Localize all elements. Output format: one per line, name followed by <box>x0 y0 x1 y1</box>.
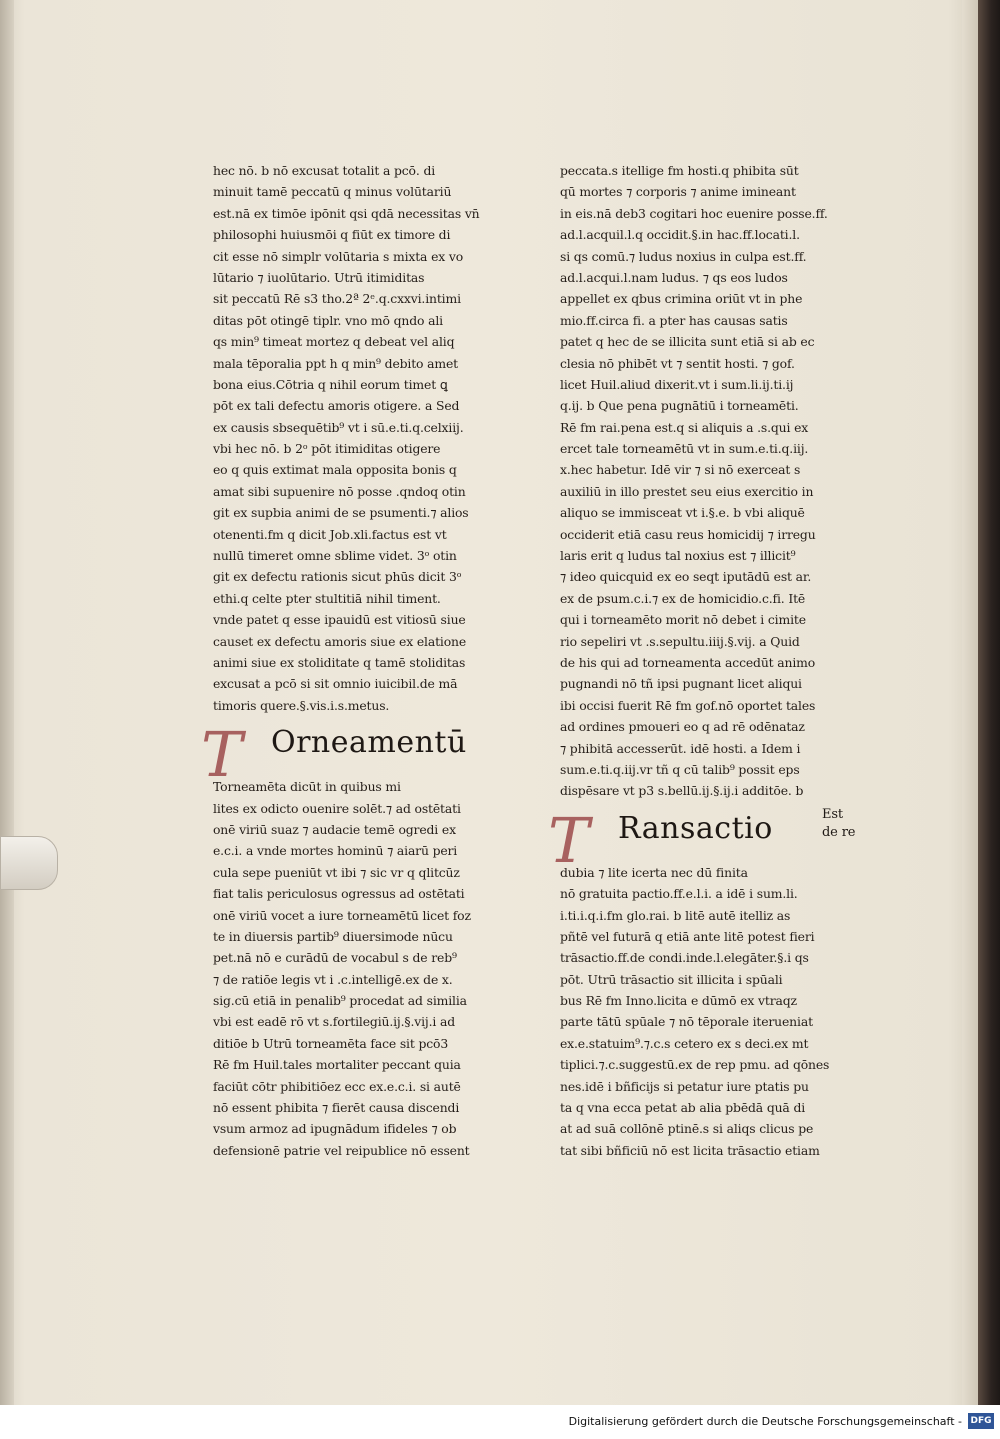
text-line: trāsactio.ff.de condi.inde.l.elegāter.§.i qs <box>560 950 809 966</box>
text-line: onē viriū vocet a iure torneamētū licet foz <box>213 907 471 923</box>
text-line: faciūt cōtr phibitiōez ecc ex.e.c.i. si autē <box>213 1078 461 1094</box>
text-line: ditiōe b Utrū torneamēta face sit pcō3 <box>213 1035 449 1051</box>
text-line: mio.ff.circa fi. a pter has causas satis <box>560 312 788 328</box>
text-line: licet Huil.aliud dixerit.vt i sum.li.ij.ti.ij <box>560 376 794 392</box>
heading-side-text <box>822 806 855 842</box>
book-spine <box>978 0 1000 1405</box>
right-column-text-top <box>560 160 860 802</box>
text-line: defensionē patrie vel reipublice nō essent <box>213 1142 470 1158</box>
text-line: pugnandi nō tñ ipsi pugnant licet aliqui <box>560 676 802 692</box>
section-heading-word: Ransactio <box>618 810 773 846</box>
text-line: lūtario ⁊ iuolūtario. Utrū itimiditas <box>213 269 425 285</box>
text-line: pñtē vel futurā q etiā ante litē potest fieri <box>560 928 815 944</box>
text-line: sit peccatū Rē s3 tho.2ª 2ᵉ.q.cxxvi.intimi <box>213 291 461 307</box>
text-line: qs min⁹ timeat mortez q debeat vel aliq <box>213 334 455 350</box>
text-line: mala tēporalia ppt h q min⁹ debito amet <box>213 355 458 371</box>
text-line: pōt ex tali defectu amoris otigere. a Sed <box>213 398 460 414</box>
text-line: pet.nā nō e curādū de vocabul s de reb⁹ <box>213 950 457 966</box>
text-line: qū mortes ⁊ corporis ⁊ anime imineant <box>560 184 796 200</box>
text-line: fiat talis periculosus ogressus ad ostētati <box>213 886 465 902</box>
text-line: vsum armoz ad ipugnādum ifideles ⁊ ob <box>213 1121 457 1137</box>
text-column-left <box>201 160 513 1161</box>
text-line: ethi.q celte pter stultitiā nihil timent. <box>213 590 441 606</box>
text-line: timoris quere.§.vis.i.s.metus. <box>213 697 390 713</box>
text-line: bus Rē fm Inno.licita e dūmō ex vtraqz <box>560 993 797 1009</box>
heading-side-line-1: Est <box>822 806 843 822</box>
text-line: si qs comū.⁊ ludus noxius in culpa est.ff. <box>560 248 807 264</box>
text-line: ex de psum.c.i.⁊ ex de homicidio.c.fi. Itē <box>560 590 806 606</box>
text-line: lites ex odicto ouenire solēt.⁊ ad ostētati <box>213 800 461 816</box>
text-line: nullū timeret omne sblime videt. 3ᵒ otin <box>213 548 457 564</box>
page-clip <box>0 836 58 890</box>
text-line: peccata.s itellige fm hosti.q phibita sūt <box>560 163 799 178</box>
heading-side-line-2: de re <box>822 824 856 840</box>
text-line: Rē fm Huil.tales mortaliter peccant quia <box>213 1057 461 1073</box>
text-line: ex causis sbsequētib⁹ vt i sū.e.ti.q.celxiij. <box>213 419 464 435</box>
text-line: Torneamēta dicūt in quibus mi <box>213 779 401 795</box>
text-line: nō essent phibita ⁊ fierēt causa discendi <box>213 1100 460 1116</box>
text-line: patet q hec de se illicita sunt etiā si ab ec <box>560 334 815 350</box>
text-line: vbi hec nō. b 2ᵒ pōt itimiditas otigere <box>213 441 441 457</box>
text-line: occiderit etiā casu reus homicidij ⁊ irregu <box>560 526 816 542</box>
text-line: tiplici.⁊.c.suggestū.ex de rep pmu. ad qōnes <box>560 1057 830 1073</box>
text-line: in eis.nā deb3 cogitari hoc euenire posse.ff. <box>560 205 828 221</box>
text-line: ercet tale torneamētū vt in sum.e.ti.q.iij. <box>560 441 809 457</box>
text-line: Rē fm rai.pena est.q si aliquis a .s.qui ex <box>560 419 809 435</box>
footer-bar <box>0 1405 1000 1439</box>
text-line: nō gratuita pactio.ff.e.l.i. a idē i sum.li. <box>560 886 798 902</box>
text-line: appellet ex qbus crimina oriūt vt in phe <box>560 291 803 307</box>
text-line: hec nō. b nō excusat totalit a pcō. di <box>213 163 436 178</box>
text-line: sum.e.ti.q.iij.vr tñ q cū talib⁹ possit eps <box>560 761 800 777</box>
left-column-text-top <box>213 160 513 716</box>
text-line: q.ij. b Que pena pugnātiū i torneamēti. <box>560 398 799 414</box>
text-line: ⁊ de ratiōe legis vt i .c.intelligē.ex de x. <box>213 971 453 987</box>
text-line: ad.l.acquil.l.q occidit.§.in hac.ff.locati.l. <box>560 227 800 243</box>
text-line: qui i torneamēto morit nō debet i cimite <box>560 612 806 628</box>
text-line: tat sibi bñficiū nō est licita trāsactio etiam <box>560 1142 820 1158</box>
dfg-logo: DFG <box>968 1413 994 1429</box>
text-column-right <box>548 160 860 1161</box>
text-line: git ex defectu rationis sicut phūs dicit 3ᵒ <box>213 569 462 585</box>
text-line: git ex supbia animi de se psumenti.⁊ alios <box>213 505 469 521</box>
text-line: animi siue ex stoliditate q tamē stoliditas <box>213 654 466 670</box>
text-line: i.ti.i.q.i.fm glo.rai. b litē autē itelliz as <box>560 907 791 923</box>
right-column-text-bottom <box>560 862 860 1161</box>
text-line: onē viriū suaz ⁊ audacie temē ogredi ex <box>213 821 456 837</box>
text-line: laris erit q ludus tal noxius est ⁊ illicit⁹ <box>560 548 796 564</box>
text-line: ibi occisi fuerit Rē fm gof.nō oportet tales <box>560 697 816 713</box>
text-line: aliquo se immisceat vt i.§.e. b vbi aliquē <box>560 505 805 521</box>
page-fore-edge <box>962 0 978 1405</box>
text-line: ad ordines pmoueri eo q ad rē odēnataz <box>560 719 805 735</box>
text-line: otenenti.fm q dicit Job.xli.factus est vt <box>213 526 447 542</box>
text-line: rio sepeliri vt .s.sepultu.iiij.§.vij. a Quid <box>560 633 800 649</box>
text-line: cula sepe pueniūt vt ibi ⁊ sic vr q qlitcūz <box>213 864 460 880</box>
text-line: est.nā ex timōe ipōnit qsi qdā necessitas vn̄ <box>213 205 480 221</box>
text-line: minuit tamē peccatū q minus volūtariū <box>213 184 452 200</box>
text-line: ta q vna ecca petat ab alia pbēdā quā di <box>560 1100 806 1116</box>
text-line: sig.cū etiā in penalib⁹ procedat ad similia <box>213 993 467 1009</box>
text-line: at ad suā collōnē ptinē.s si aliqs clicus pe <box>560 1121 814 1137</box>
text-line: auxiliū in illo prestet seu eius exercitio in <box>560 483 814 499</box>
left-column-text-bottom <box>213 776 513 1161</box>
text-line: ditas pōt otingē tiplr. vno mō qndo ali <box>213 312 443 328</box>
text-line: eo q quis extimat mala opposita bonis q <box>213 462 457 478</box>
text-line: ad.l.acqui.l.nam ludus. ⁊ qs eos ludos <box>560 269 788 285</box>
text-line: dispēsare vt p3 s.bellū.ij.§.ij.i additōe. b <box>560 783 804 799</box>
text-line: causet ex defectu amoris siue ex elatione <box>213 633 467 649</box>
drop-cap-initial: T <box>201 718 243 792</box>
text-line: parte tātū spūale ⁊ nō tēporale iterueniat <box>560 1014 813 1030</box>
section-heading-word: Orneamentū <box>271 725 467 761</box>
text-line: bona eius.Cōtria q nihil eorum timet ꝗ <box>213 376 448 392</box>
text-line: excusat a pcō si sit omnio iuicibil.de mā <box>213 676 458 692</box>
text-line: ex.e.statuim⁹.⁊.c.s cetero ex s deci.ex mt <box>560 1035 809 1051</box>
text-line: de his qui ad torneamenta accedūt animo <box>560 654 816 670</box>
text-line: pōt. Utrū trāsactio sit illicita i spūali <box>560 971 783 987</box>
funding-credit: Digitalisierung gefördert durch die Deutsche Forschungsgemeinschaft - <box>568 1415 962 1428</box>
text-line: philosophi huiusmōi q fiūt ex timore di <box>213 227 451 243</box>
text-line: x.hec habetur. Idē vir ⁊ si nō exerceat s <box>560 462 801 478</box>
text-line: vbi est eadē rō vt s.fortilegiū.ij.§.vij.i ad <box>213 1014 456 1030</box>
text-line: te in diuersis partib⁹ diuersimode nūcu <box>213 928 453 944</box>
text-line: vnde patet q esse ipauidū est vitiosū siue <box>213 612 466 628</box>
text-line: amat sibi supuenire nō posse .qndoq otin <box>213 483 466 499</box>
drop-cap-initial: T <box>548 803 590 877</box>
page-gutter-shadow <box>0 0 14 1405</box>
text-line: cit esse nō simplr volūtaria s mixta ex vo <box>213 248 464 264</box>
text-line: e.c.i. a vnde mortes hominū ⁊ aiarū peri <box>213 843 458 859</box>
text-line: ⁊ phibitā accesserūt. idē hosti. a Idem i <box>560 740 801 756</box>
text-line: dubia ⁊ lite icerta nec dū finita <box>560 864 748 880</box>
text-line: ⁊ ideo quicquid ex eo seqt iputādū est ar. <box>560 569 812 585</box>
text-line: nes.idē i bñficijs si petatur iure ptatis pu <box>560 1078 809 1094</box>
text-line: clesia nō phibēt vt ⁊ sentit hosti. ⁊ gof. <box>560 355 795 371</box>
